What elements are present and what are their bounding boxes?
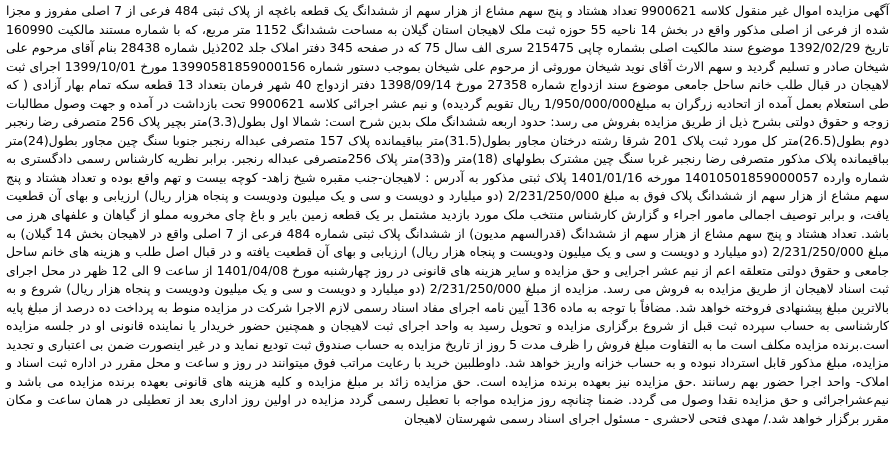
auction-notice-text: آگهی مزایده اموال غیر منقول کلاسه 9900621 تعداد هشتاد و پنج سهم مشاع از هزار سهم از ششدانگ یک قطعه باغچه از پلاک ثبتی 484 فرعی از 7 اصلی مفروز و مجزا شده از فرعی از اصلی مذکور واقع در بخش 14 ناحیه 55 حوزه ثبت ملک لاهیجان استان گیلان به مساحت ششدانگ 1152 متر مربع، که با شماره مستند مالکیت 160990 تاریخ 1392/02/29 موضوع سند مالکیت اصلی بشماره چاپی 215475 سری الف سال 75 که در صفحه 345 دفتر املاک جلد 202ذیل شماره 28438 بنام آقای مرحوم علی شیخان صادر و تسلیم گردید و سهم الارث آقای نوید شیخان موروثی از مرحوم علی شیخان بموجب دستور شماره 13990581859000156 مورخ 1399/10/01 اجرای ثبت لاهیجان در قبال طلب خانم ساحل جامعی موضوع سند ازدواج شماره 27358 مورخ 1398/09/14 دفتر ازدواج 40 شهر فرمان بتعداد 13 قطعه سکه تمام بهار آزادی ( که طی استعلام بعمل آمده از اتحادیه زرگران به مبلغ1/950/000/000 ریال تقویم گردیده) و نیم عشر اجرائی کلاسه 9900621 تحت بازداشت در آمده و جهت وصول مطالبات زوجه و حقوق دولتی بشرح ذیل از طریق مزایده بفروش می رسد: حدود اربعه ششدانگ ملک بدین شرح است: شمالا اول بطول(3.3)متر بچیر پلاک 256 متصرفی رضا رنجبر دوم بطول(26.5)متر کل مورد ثبت پلاک 201 شرقا رشته درختان مجاور بطول(31.5)متر بباقیمانده پلاک 157 متصرفی عبداله رنجبر جنوبا سنگ چین مجاور بطول(24)متر بباقیمانده پلاک مذکور متصرفی رضا رنجبر غربا سنگ چین مشترک بطولهای (18)متر و(33)متر پلاک 256متصرفی عبداله رنجبر. برابر نظریه کارشناس رسمی دادگستری به شماره وارده 14010501859000057 مورخه 1401/01/16 پلاک ثبتی مذکور به آدرس : لاهیجان-جنب مقبره شیخ زاهد- کوچه بیست و تهم واقع بوده و تعداد هشتاد و پنج سهم مشاع از هزار سهم از ششدانگ پلاک فوق به مبلغ 2/231/250/000 (دو میلیارد و دویست و سی و یک میلیون ودویست و پنجاه هزار ریال) ارزیابی و بهای آن قطعیت یافت، و برابر توصیف اجمالی مامور اجراء و گزارش کارشناس منتخب ملک مورد بازدید مشتمل بر یک قطعه زمین بایر و باغ چای مخروبه مملو از گیاهان و علفهای هرز می باشد. تعداد هشتاد و پنج سهم مشاع از هزار سهم از ششدانگ (قدرالسهم مدیون) از ششدانگ پلاک ثبتی شماره 484 فرعی از 7 اصلی واقع در لاهیجان بخش 14 گیلان) به مبلغ 2/231/250/000 (دو میلیارد و دویست و سی و یک میلیون ودویست و پنجاه هزار ریال) ارزیابی و بهای آن قطعیت یافته و در قبال اصل طلب و هزینه های خانم ساحل جامعی و حقوق دولتی متعلقه اعم از نیم عشر اجرایی و حق مزایده و سایر هزینه های قانونی در روز چهارشنبه مورخ 1401/04/08 از ساعت 9 الی 12 ظهر در محل اجرای ثبت اسناد لاهیجان از طریق مزایده به فروش می رسد. مزایده از مبلغ 2/231/250/000 (دو میلیارد و دویست و سی و یک میلیون ودویست و پنجاه هزار ریال) شروع و به بالاترین مبلغ پیشنهادی فروخته خواهد شد. مضافاً با توجه به ماده 136 آیین نامه اجرای مفاد اسناد رسمی لازم الاجرا شرکت در مزایده منوط به پرداخت ده درصد از مبلغ پایه کارشناسی به حساب سپرده ثبت قبل از شروع برگزاری مزایده و تحویل رسید به واحد اجرای ثبت لاهیجان و همچنین حضور خریدار یا نماینده قانونی او در جلسه مزایده است.برنده مزایده مکلف است ما به التفاوت مبلغ فروش را ظرف مدت 5 روز از تاریخ مزایده به حساب صندوق ثبت تودیع نماید و در غیر اینصورت ضمن بی اعتباری و تجدید مزایده، مبلغ مذکور قابل استرداد نبوده و به حساب خزانه واریز خواهد شد. داوطلبین خرید با رعایت مراتب فوق میتوانند در روز و ساعت و محل مقرر در اداره ثبت اسناد و املاک- واحد اجرا حضور بهم رسانند .حق مزایده نیز بعهده برنده مزایده است. حق مزایده زائد بر مبلغ مزایده و کلیه هزینه های قانونی بعهده برنده مزایده می باشد و نیم‌عشراجرائی و حق مزایده نقدا وصول می گردد. ضمنا چنانچه روز مزایده مواجه با تعطیل رسمی گردد مزایده در اولین روز اداری بعد از تعطیلی در همان ساعت و مکان مقرر برگزار خواهد شد./ مهدی فتحی لاحشری - مسئول اجرای اسناد رسمی شهرستان لاهیجان xyxy=(6,3,890,427)
